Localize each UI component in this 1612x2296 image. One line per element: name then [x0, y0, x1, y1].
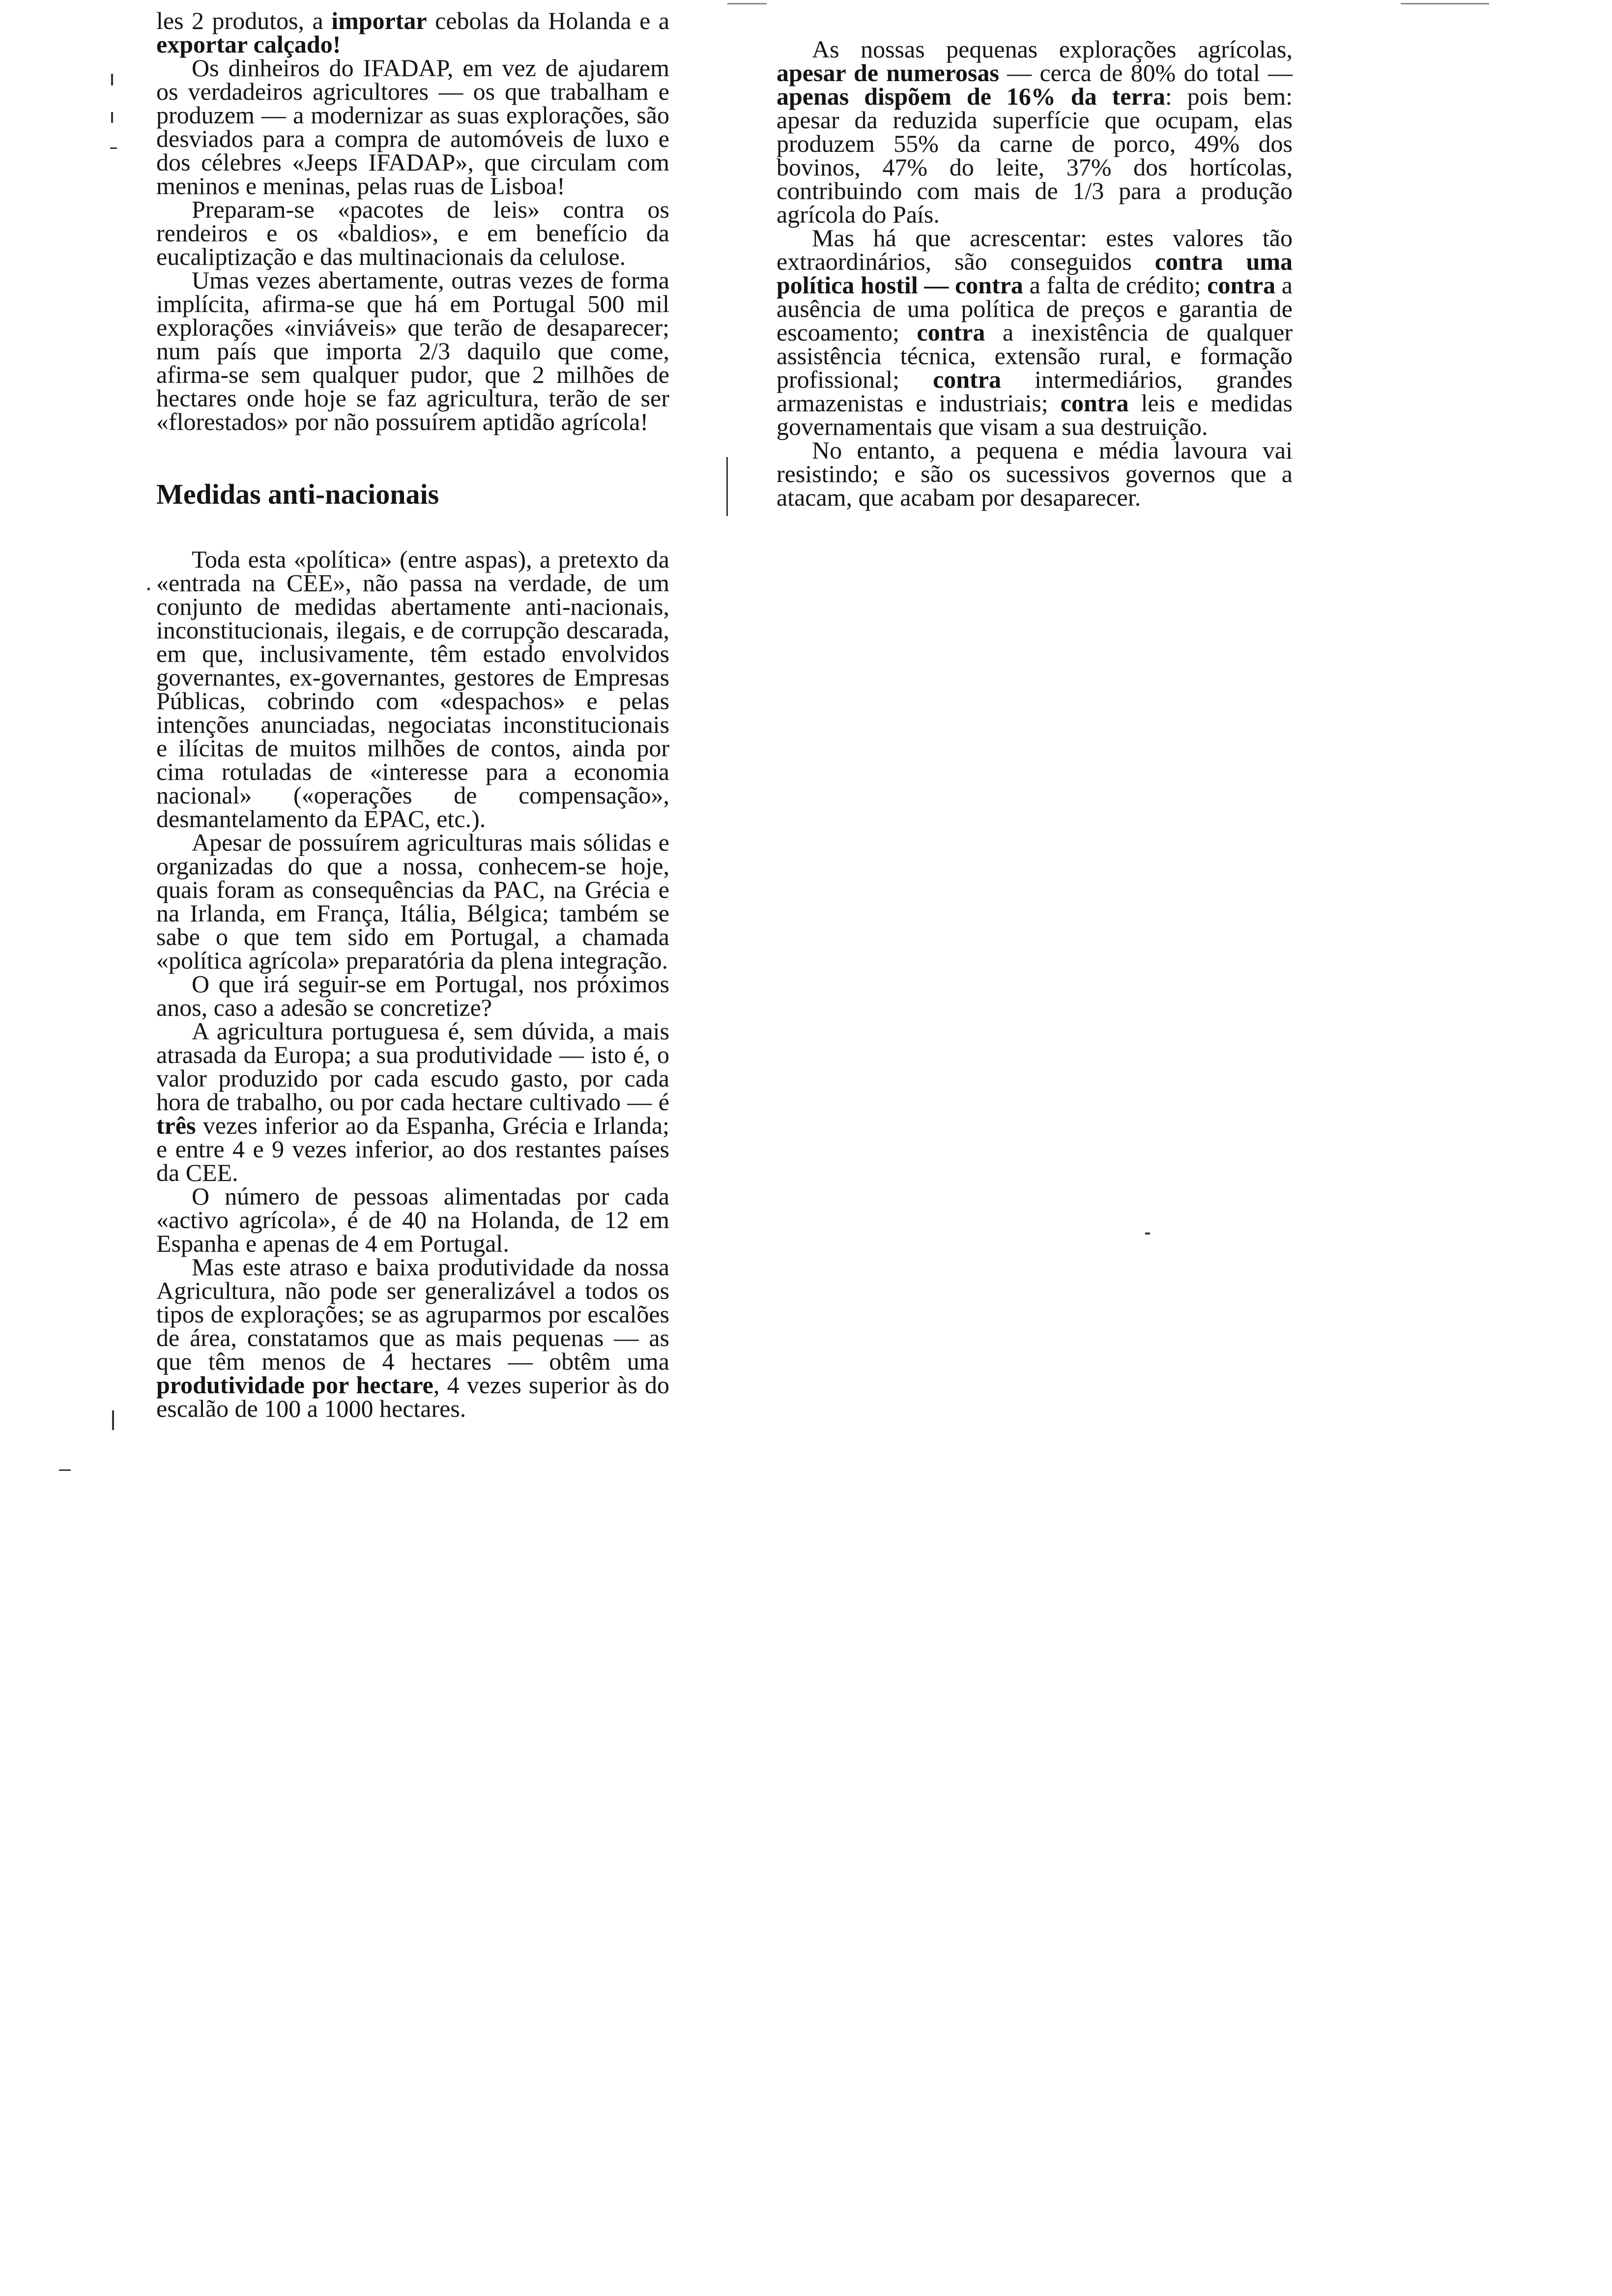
text-run: , 4 vezes superior às do escalão de 100 a 1000 hectares.: [156, 1371, 670, 1422]
bold-text: apenas dispõem de 16% da terra: [777, 83, 1165, 110]
text-run: Mas há que acrescentar: estes valores tão extraordinários, são conseguidos: [777, 224, 1293, 275]
paragraph-p8: [156, 1019, 669, 1184]
margin-mark: [1145, 1233, 1150, 1234]
text-run: A agricultura portuguesa é, sem dúvida, a mais atrasada da Europa; a sua produtividade — isto é, o valor produzido por cada escudo gasto, por cada hora de trabalho, ou por cada hectare cultivado — é: [156, 1017, 669, 1116]
section-heading: Medidas anti-nacionais: [156, 478, 439, 510]
bold-text: produtividade por hectare: [156, 1371, 433, 1399]
margin-mark: [112, 1410, 114, 1430]
margin-mark: [110, 147, 117, 149]
text-run: les 2 produtos, a: [156, 7, 332, 34]
margin-mark: [111, 74, 113, 86]
text-run: : pois bem: apesar da reduzida superfície que ocupam, elas produzem 55% da carne de porco, 49% dos bovinos, 47% do leite, 37% dos hortícolas, contribuindo com mais de 1/3 para a produção agrícola do País.: [777, 83, 1293, 228]
text-run: Preparam-se «pacotes de leis» contra os rendeiros e os «baldios», e em benefício da eucaliptização e das multinacionais da celulose.: [156, 196, 669, 270]
right-column: [777, 37, 1293, 509]
top-rule-right: [1401, 3, 1489, 4]
paragraph-p1: [156, 9, 669, 56]
paragraph-p11: [777, 37, 1293, 226]
paragraph-p6: [156, 831, 669, 972]
top-rule-left: [727, 3, 767, 4]
margin-mark: [59, 1469, 71, 1471]
margin-mark: [111, 112, 113, 123]
text-run: O número de pessoas alimentadas por cada «activo agrícola», é de 40 na Holanda, de 12 em Espanha e apenas de 4 em Portugal.: [156, 1182, 669, 1257]
paragraph-p10: [156, 1255, 669, 1420]
text-run: intermediários, grandes armazenistas e industriais;: [777, 366, 1293, 417]
paragraph-p4: [156, 268, 669, 433]
text-run: a ausência de uma política de preços e garantia de escoamento;: [777, 271, 1293, 346]
paragraph-p7: [156, 972, 669, 1019]
text-run: Apesar de possuírem agriculturas mais sólidas e organizadas do que a nossa, conhecem-se hoje, quais foram as consequências da PAC, na Grécia e na Irlanda, em França, Itália, Bélgica; também se sabe o que tem sido em Portugal, a chamada «política agrícola» preparatória da plena integração.: [156, 829, 669, 974]
paragraph-p3: [156, 198, 669, 268]
text-run: Umas vezes abertamente, outras vezes de forma implícita, afirma-se que há em Portugal 500 mil explorações «inviáveis» que terão de desaparecer; num país que importa 2/3 daquilo que come, afirma-se sem qualquer pudor, que 2 milhões de hectares onde hoje se faz agricultura, terão de ser «florestados» por não possuírem aptidão agrícola!: [156, 266, 669, 435]
bold-text: contra: [1060, 389, 1129, 417]
bold-text: apesar de numerosas: [777, 59, 999, 86]
text-run: — cerca de 80% do total —: [999, 59, 1293, 86]
text-run: As nossas pequenas explorações agrícolas,: [812, 35, 1293, 63]
text-run: leis e medidas governamentais que visam a sua destruição.: [777, 389, 1293, 440]
left-column-paragraphs-after-heading: [156, 547, 669, 1420]
bold-text: importar: [331, 7, 427, 34]
text-run: O que irá seguir-se em Portugal, nos próximos anos, caso a adesão se concretize?: [156, 970, 669, 1021]
text-run: Os dinheiros do IFADAP, em vez de ajudarem os verdadeiros agricultores — os que trabalham e produzem — a modernizar as suas explorações, são desviados para a compra de automóveis de luxo e dos célebres «Jeeps IFADAP», que circulam com meninos e meninas, pelas ruas de Lisboa!: [156, 54, 669, 200]
left-column: [156, 9, 669, 1420]
bold-text: três: [156, 1112, 196, 1139]
text-run: Mas este atraso e baixa produtividade da nossa Agricultura, não pode ser generalizável a todos os tipos de explorações; se as agruparmos por escalões de área, constatamos que as mais pequenas — as que têm menos de 4 hectares — obtêm uma: [156, 1253, 669, 1375]
text-run: vezes inferior ao da Espanha, Grécia e Irlanda; e entre 4 e 9 vezes inferior, ao dos restantes países da CEE.: [156, 1112, 669, 1186]
text-run: a falta de crédito;: [1023, 271, 1208, 299]
paragraph-p2: [156, 56, 669, 198]
bold-text: contra: [1207, 271, 1276, 299]
paragraph-p12: [777, 226, 1293, 438]
bold-text: contra uma política hostil — contra: [777, 248, 1293, 299]
text-run: a inexistência de qualquer assistência técnica, extensão rural, e formação profissional;: [777, 318, 1293, 393]
text-run: Toda esta «política» (entre aspas), a pretexto da «entrada na CEE», não passa na verdade, de um conjunto de medidas abertamente anti-nacionais, inconstitucionais, ilegais, e de corrupção descarada, em que, inclusivamente, têm estado envolvidos governantes, ex-governantes, gestores de Empresas Públicas, cobrindo com «despachos» e pelas intenções anunciadas, negociatas inconstitucionais e ilícitas de muitos milhões de contos, ainda por cima rotuladas de «interesse para a economia nacional» («operações de compensação», desmantelamento da EPAC, etc.).: [156, 545, 669, 832]
text-run: cebolas da Holanda e a: [427, 7, 670, 34]
margin-mark: [147, 588, 150, 590]
bold-text: contra: [917, 318, 985, 346]
paragraph-p13: [777, 438, 1293, 509]
text-run: No entanto, a pequena e média lavoura vai resistindo; e são os sucessivos governos que a atacam, que acabam por desaparecer.: [777, 436, 1293, 511]
margin-mark: [726, 457, 728, 516]
left-column-paragraphs: [156, 9, 669, 433]
right-column-paragraphs: [777, 37, 1293, 509]
bold-text: contra: [933, 366, 1001, 393]
paragraph-p9: [156, 1184, 669, 1255]
paragraph-p5: [156, 547, 669, 831]
bold-text: exportar calçado!: [156, 30, 341, 58]
